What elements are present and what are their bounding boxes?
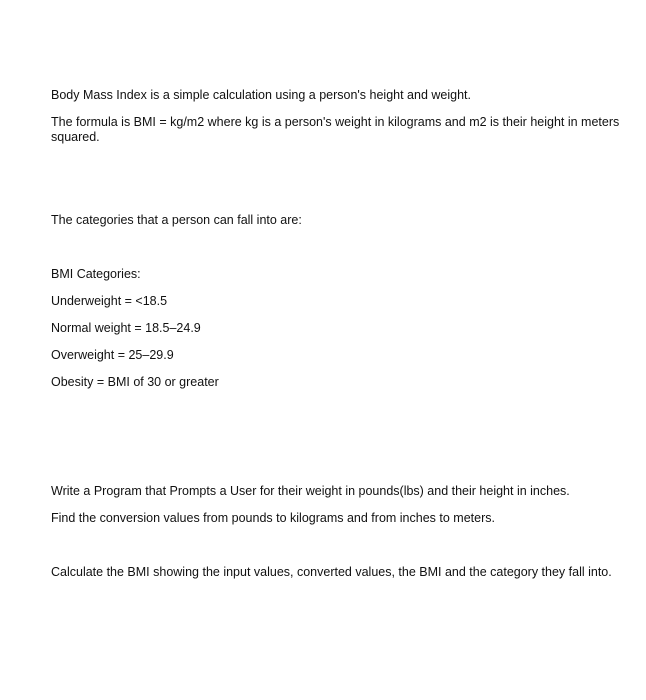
category-item-normal: Normal weight = 18.5–24.9	[51, 321, 201, 335]
formula-text: The formula is BMI = kg/m2 where kg is a person's weight in kilograms and m2 is their height in meters squared.	[51, 115, 620, 144]
category-item-overweight: Overweight = 25–29.9	[51, 348, 174, 362]
intro-text: Body Mass Index is a simple calculation using a person's height and weight.	[51, 88, 471, 102]
task-calculate-text: Calculate the BMI showing the input values, converted values, the BMI and the category they fall into.	[51, 565, 612, 579]
categories-heading: BMI Categories:	[51, 267, 141, 281]
categories-intro-text: The categories that a person can fall into are:	[51, 213, 302, 227]
task-conversion-text: Find the conversion values from pounds to kilograms and from inches to meters.	[51, 511, 495, 525]
category-item-underweight: Underweight = <18.5	[51, 294, 168, 308]
task-prompt-text: Write a Program that Prompts a User for their weight in pounds(lbs) and their height in inches.	[51, 484, 570, 498]
category-item-obesity: Obesity = BMI of 30 or greater	[51, 375, 219, 389]
